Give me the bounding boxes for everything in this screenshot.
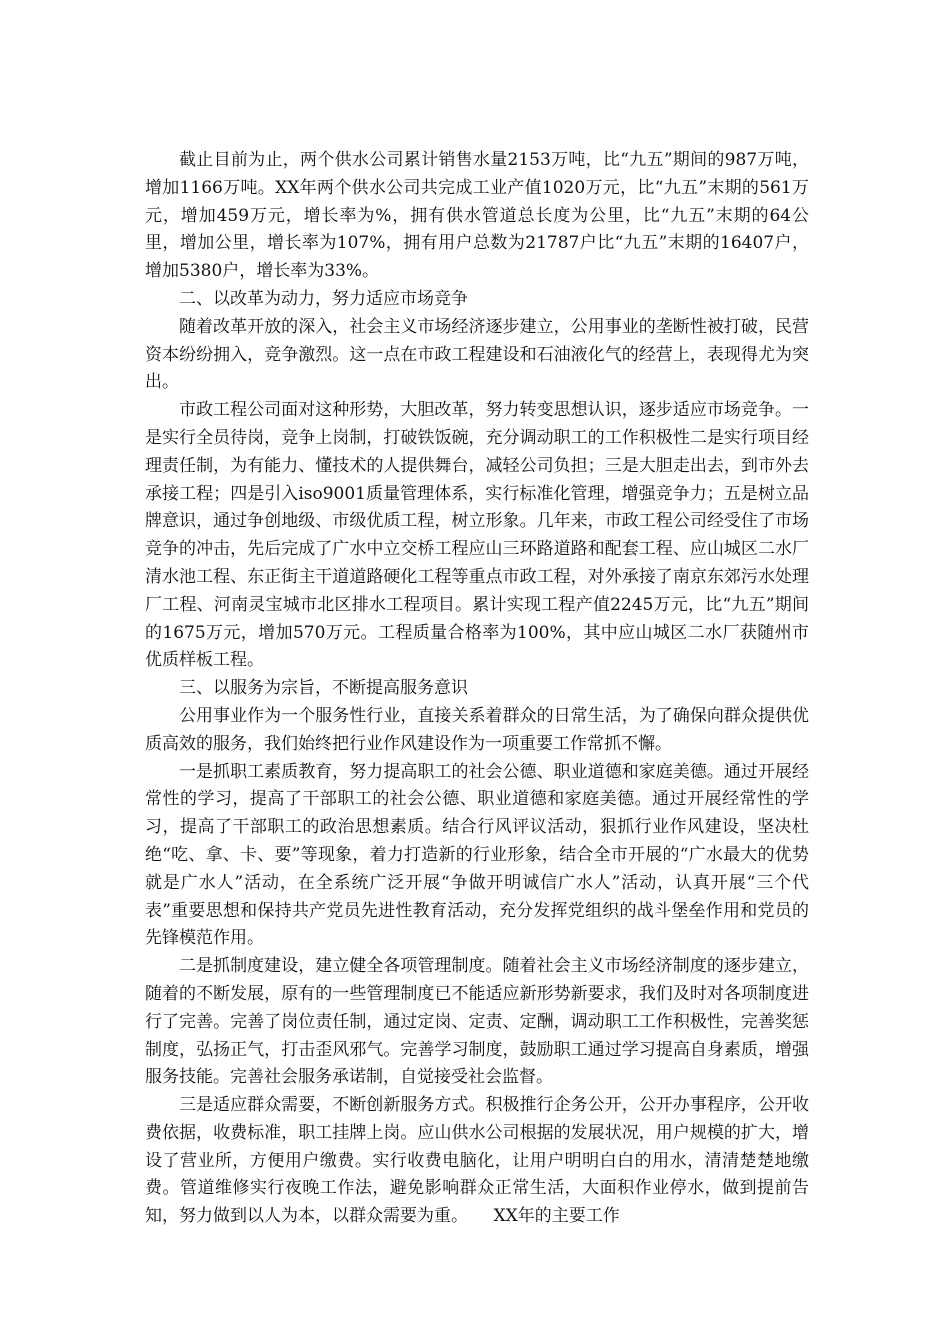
section-heading-service: 三、以服务为宗旨，不断提高服务意识 [179, 678, 468, 699]
paragraph-system-building: 二是抓制度建设，建立健全各项管理制度。随着社会主义市场经济制度的逐步建立，随着的不断发展，原有的一些管理制度已不能适应新形势新要求，我们及时对各项制度进行了完善。完善了岗位责任制，通过定岗、定责、定酬，调动职工工作积极性，完善奖惩制度，弘扬正气，打击歪风邪气。完善学习制度，鼓励职工通过学习提高自身素质，增强服务技能。完善社会服务承诺制，自觉接受社会监督。 [145, 956, 809, 1088]
paragraph-service-industry: 公用事业作为一个服务性行业，直接关系着群众的日常生活，为了确保向群众提供优质高效的服务，我们始终把行业作风建设作为一项重要工作常抓不懈。 [145, 705, 809, 754]
section-heading-reform: 二、以改革为动力，努力适应市场竞争 [179, 288, 468, 309]
paragraph-service-innovation: 三是适应群众需要，不断创新服务方式。积极推行企务公开，公开办事程序，公开收费依据，收费标准，职工挂牌上岗。应山供水公司根据的发展状况，用户规模的扩大，增设了营业所，方便用户缴费。实行收费电脑化，让用户明明白白的用水，清清楚楚地缴费。管道维修实行夜晚工作法，避免影响群众正常生活，大面积作业停水，做到提前告知，努力做到以人为本，以群众需要为重。 XX年的主要工作 [145, 1095, 809, 1227]
paragraph-market-competition: 随着改革开放的深入，社会主义市场经济逐步建立，公用事业的垄断性被打破，民营资本纷纷拥入，竞争激烈。这一点在市政工程建设和石油液化气的经营上，表现得尤为突出。 [145, 316, 809, 393]
document-body [145, 147, 809, 1231]
paragraph-sales-statistics: 截止目前为止，两个供水公司累计销售水量2153万吨，比“九五”期间的987万吨，增加1166万吨。XX年两个供水公司共完成工业产值1020万元，比“九五”末期的561万元，增加459万元，增长率为%，拥有供水管道总长度为公里，比“九五”末期的64公里，增加公里，增长率为107%，拥有用户总数为21787户比“九五”末期的16407户，增加5380户，增长率为33%。 [145, 150, 809, 282]
paragraph-staff-education: 一是抓职工素质教育，努力提高职工的社会公德、职业道德和家庭美德。通过开展经常性的学习，提高了干部职工的社会公德、职业道德和家庭美德。通过开展经常性的学习，提高了干部职工的政治思想素质。结合行风评议活动，狠抓行业作风建设，坚决杜绝“吃、拿、卡、要”等现象，着力打造新的行业形象，结合全市开展的“广水最大的优势就是广水人”活动，在全系统广泛开展“争做开明诚信广水人”活动，认真开展“三个代表”重要思想和保持共产党员先进性教育活动，充分发挥党组织的战斗堡垒作用和党员的先锋模范作用。 [145, 761, 809, 949]
paragraph-municipal-engineering: 市政工程公司面对这种形势，大胆改革，努力转变思想认识，逐步适应市场竞争。一是实行全员待岗，竞争上岗制，打破铁饭碗，充分调动职工的工作积极性二是实行项目经理责任制，为有能力、懂技术的人提供舞台，减轻公司负担；三是大胆走出去，到市外去承接工程；四是引入iso9001质量管理体系，实行标准化管理，增强竞争力；五是树立品牌意识，通过争创地级、市级优质工程，树立形象。几年来，市政工程公司经受住了市场竞争的冲击，先后完成了广水中立交桥工程应山三环路道路和配套工程、应山城区二水厂清水池工程、东正街主干道道路硬化工程等重点市政工程，对外承接了南京东郊污水处理厂工程、河南灵宝城市北区排水工程项目。累计实现工程产值2245万元，比“九五”期间的1675万元，增加570万元。工程质量合格率为100%，其中应山城区二水厂获随州市优质样板工程。 [145, 400, 809, 671]
